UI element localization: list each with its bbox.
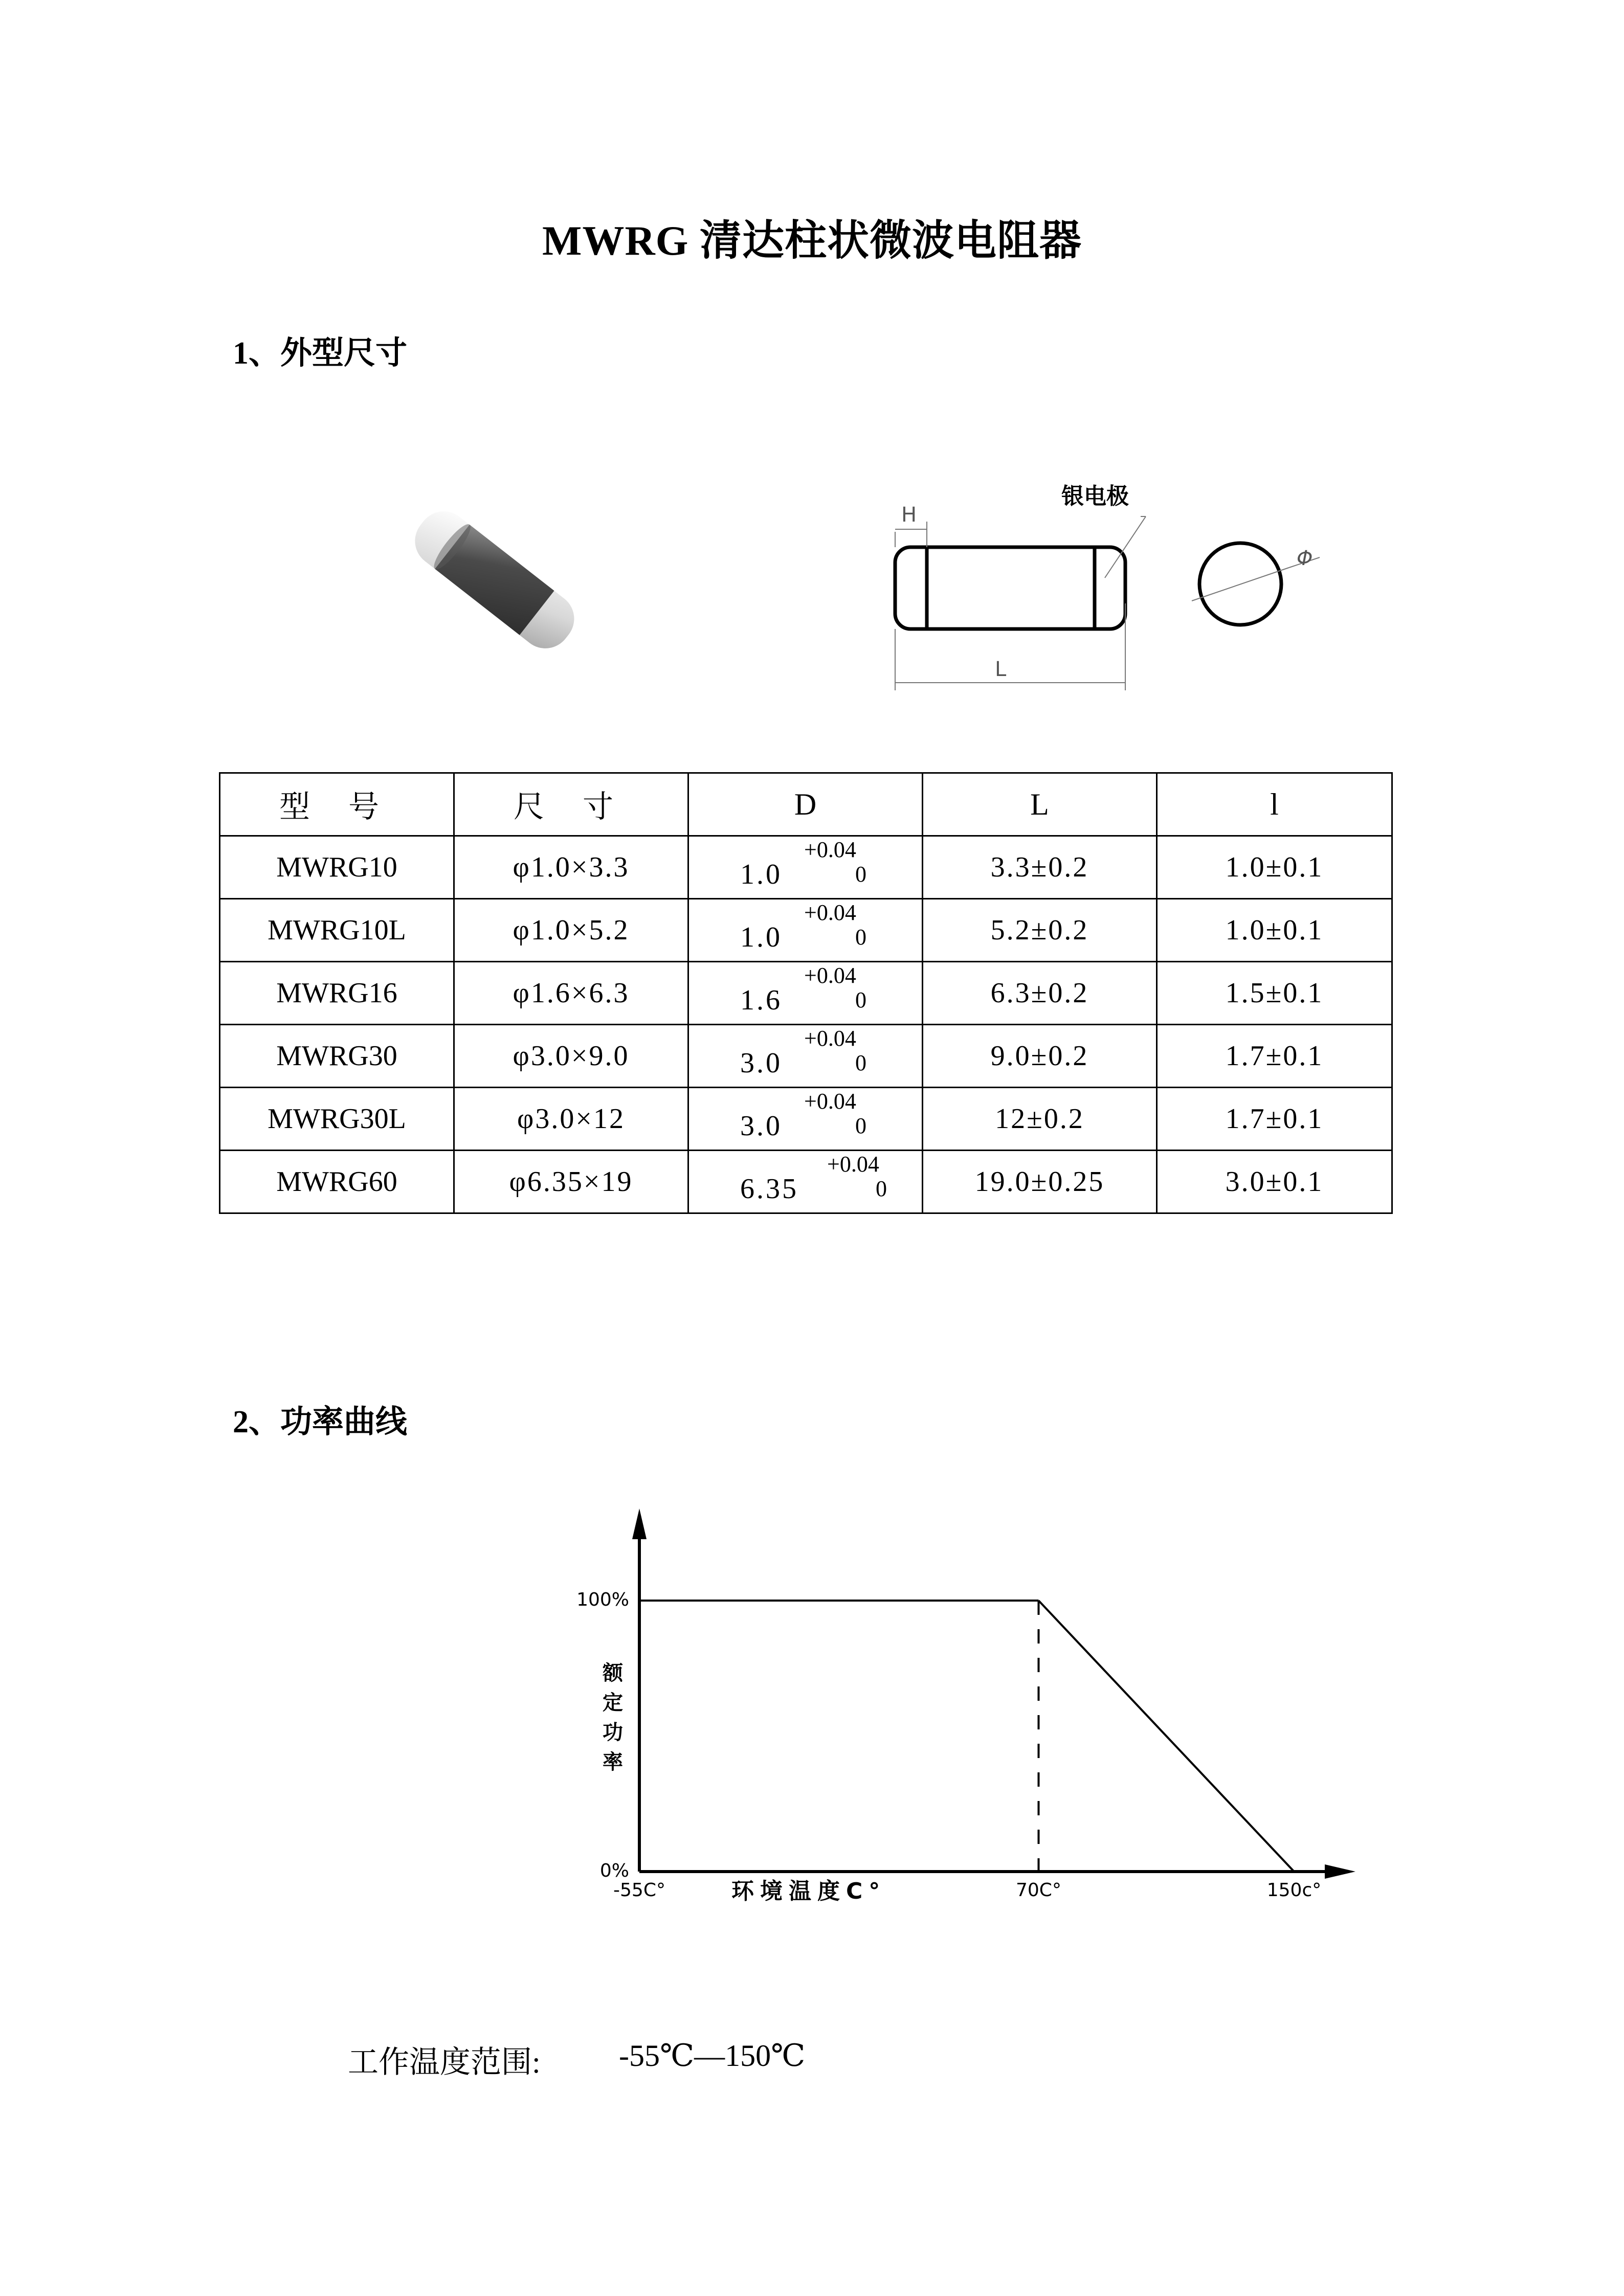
resistor-outline (895, 547, 1125, 629)
x-axis-label: 环境温度C° (731, 1878, 886, 1904)
cell-size: φ1.0×3.3 (454, 836, 688, 899)
y-tick-label: 0% (599, 1860, 629, 1881)
cell-l: 12±0.2 (923, 1088, 1157, 1151)
cell-model: MWRG60 (220, 1151, 454, 1213)
cell-l-small: 1.7±0.1 (1157, 1025, 1392, 1088)
d-nominal: 6.35 (740, 1173, 798, 1205)
header-l: L (923, 773, 1157, 836)
operating-temp-value: -55℃—150℃ (619, 2039, 806, 2073)
cell-model: MWRG30 (220, 1025, 454, 1088)
header-d: D (688, 773, 923, 836)
x-tick-label: 70C° (1016, 1880, 1061, 1901)
cell-model: MWRG30L (220, 1088, 454, 1151)
y-axis-arrow (632, 1509, 647, 1539)
table-row (220, 1151, 1392, 1213)
d-tolerance-upper: +0.04 (804, 1026, 856, 1051)
cell-d (688, 1025, 923, 1088)
h-dimension-label: H (901, 503, 917, 527)
d-nominal: 1.0 (740, 859, 782, 890)
table-header-row (220, 773, 1392, 836)
d-tolerance-lower: 0 (876, 1176, 887, 1201)
dimensions-table (219, 772, 1393, 1214)
cell-d (688, 1151, 923, 1213)
operating-temp-label: 工作温度范围: (348, 2045, 541, 2079)
cell-model: MWRG16 (220, 962, 454, 1025)
resistor-illustration (394, 486, 598, 670)
cell-l: 3.3±0.2 (923, 836, 1157, 899)
table-row (220, 836, 1392, 899)
y-axis-label: 额定功率 (603, 1661, 623, 1774)
d-tolerance-upper: +0.04 (804, 1089, 856, 1114)
section-heading-power-curve: 2、功率曲线 (233, 1405, 408, 1439)
cell-d (688, 1088, 923, 1151)
d-tolerance-lower: 0 (855, 925, 866, 950)
curve-segment-1 (1038, 1601, 1294, 1872)
cell-size: φ1.6×6.3 (454, 962, 688, 1025)
d-tolerance-lower: 0 (855, 1113, 866, 1138)
cell-l-small: 1.7±0.1 (1157, 1088, 1392, 1151)
cell-l-small: 3.0±0.1 (1157, 1151, 1392, 1213)
d-nominal: 3.0 (740, 1110, 782, 1142)
d-tolerance-lower: 0 (855, 987, 866, 1012)
d-tolerance-upper: +0.04 (804, 837, 856, 862)
cell-d (688, 962, 923, 1025)
cell-l-small: 1.5±0.1 (1157, 962, 1392, 1025)
cell-l: 5.2±0.2 (923, 899, 1157, 962)
d-nominal: 1.0 (740, 921, 782, 953)
x-tick-label: -55C° (613, 1880, 665, 1901)
table-row (220, 1088, 1392, 1151)
cell-l-small: 1.0±0.1 (1157, 836, 1392, 899)
x-axis-arrow (1325, 1864, 1355, 1879)
table-row (220, 962, 1392, 1025)
cell-l: 19.0±0.25 (923, 1151, 1157, 1213)
d-nominal: 3.0 (740, 1047, 782, 1079)
section-heading-dimensions: 1、外型尺寸 (233, 336, 408, 371)
dimension-drawing (880, 476, 1371, 695)
d-tolerance-upper: +0.04 (804, 963, 856, 988)
cell-l: 6.3±0.2 (923, 962, 1157, 1025)
d-tolerance-lower: 0 (855, 862, 866, 887)
d-nominal: 1.6 (740, 984, 782, 1016)
cell-size: φ6.35×19 (454, 1151, 688, 1213)
d-tolerance-lower: 0 (855, 1050, 866, 1075)
header-model: 型 号 (220, 773, 454, 836)
cell-model: MWRG10L (220, 899, 454, 962)
power-derating-chart (537, 1498, 1376, 1918)
cell-l-small: 1.0±0.1 (1157, 899, 1392, 962)
cell-size: φ1.0×5.2 (454, 899, 688, 962)
silver-electrode-label: 银电极 (1061, 483, 1129, 509)
y-tick-label: 100% (576, 1589, 629, 1610)
d-tolerance-upper: +0.04 (804, 900, 856, 925)
cell-size: φ3.0×12 (454, 1088, 688, 1151)
phi-label: Φ (1297, 547, 1313, 570)
d-tolerance-upper: +0.04 (827, 1152, 879, 1177)
table-row (220, 1025, 1392, 1088)
cell-d (688, 899, 923, 962)
x-tick-label: 150c° (1266, 1880, 1322, 1901)
header-l-small: l (1157, 773, 1392, 836)
header-size: 尺 寸 (454, 773, 688, 836)
document-title: MWRG 清达柱状微波电阻器 (542, 217, 1082, 264)
cell-size: φ3.0×9.0 (454, 1025, 688, 1088)
cell-l: 9.0±0.2 (923, 1025, 1157, 1088)
table-row (220, 899, 1392, 962)
cell-model: MWRG10 (220, 836, 454, 899)
cell-d (688, 836, 923, 899)
l-dimension-label: L (995, 658, 1007, 681)
